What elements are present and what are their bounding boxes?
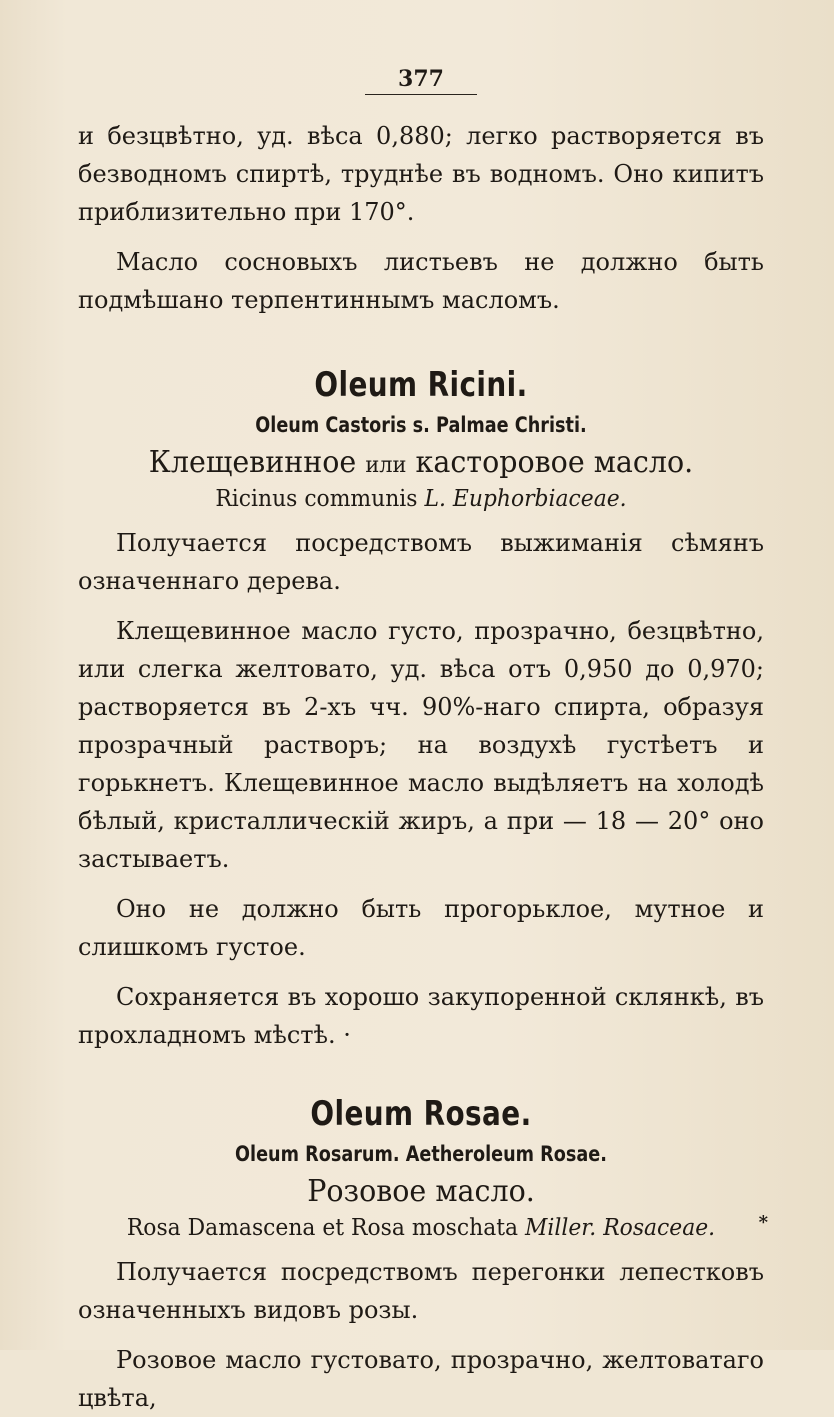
margin-mark: * [758, 1212, 768, 1233]
entry-title-ricini: Oleum Ricini. [314, 365, 528, 405]
rosae-paragraph-1: Получается посредствомъ перегонки лепестковъ означенныхъ видовъ розы. [78, 1258, 764, 1324]
intro-paragraph-1: и безцвѣтно, уд. вѣса 0,880; легко растворяется въ безводномъ спиртѣ, труднѣе въ водномъ. Оно кипитъ приблизительно при 170°. [78, 122, 764, 226]
botanical-name: Ricinus communis [215, 486, 418, 512]
botanical-family: Rosaceae. [603, 1215, 716, 1241]
botanical-family: Euphorbiaceae. [452, 486, 627, 512]
ricini-paragraph-2: Клещевинное масло густо, прозрачно, безцвѣтно, или слегка желтовато, уд. вѣса отъ 0,950 до 0,970; растворяется въ 2-хъ чч. 90%-наго спирта, образуя прозрачный растворъ; на воздухѣ густѣетъ и горькнетъ. Клещевинное масло выдѣляетъ на холодѣ бѣлый, кристаллическій жиръ, а при — 18 — 20° оно застываетъ. [78, 617, 764, 873]
russian-name-part-a: Клещевинное [148, 445, 357, 480]
rosae-paragraph-2: Розовое масло густовато, прозрачно, желтоватаго цвѣта, [78, 1346, 764, 1412]
botanical-author: L. [424, 486, 446, 512]
entry-russian-name-rosae: Розовое масло. [307, 1174, 535, 1209]
entry-botanical-ricini [95, 486, 747, 512]
russian-name-part-b: касторовое масло. [415, 445, 694, 480]
entry-title-rosae: Oleum Rosae. [310, 1094, 532, 1134]
entry-russian-name-ricini [95, 445, 747, 480]
russian-name-or: или [365, 453, 407, 478]
ricini-entry [78, 365, 764, 1054]
intro-paragraph-2: Масло сосновыхъ листьевъ не должно быть подмѣшано терпентиннымъ масломъ. [78, 248, 764, 314]
botanical-author: Miller. [524, 1215, 597, 1241]
entry-synonyms-ricini: Oleum Castoris s. Palmae Christi. [255, 413, 587, 437]
ricini-paragraph-1: Получается посредствомъ выжиманія сѣмянъ означеннаго дерева. [78, 529, 764, 595]
rosae-entry [78, 1094, 764, 1417]
entry-botanical-rosae [95, 1215, 747, 1241]
botanical-name: Rosa Damascena et Rosa moschata [126, 1215, 519, 1241]
page-number: 377 [398, 66, 444, 92]
ricini-paragraph-4: Сохраняется въ хорошо закупоренной склянкѣ, въ прохладномъ мѣстѣ. · [78, 983, 764, 1049]
entry-synonyms-rosae: Oleum Rosarum. Aetheroleum Rosae. [235, 1142, 607, 1166]
ricini-paragraph-3: Оно не должно быть прогорьклое, мутное и слишкомъ густое. [78, 895, 764, 961]
